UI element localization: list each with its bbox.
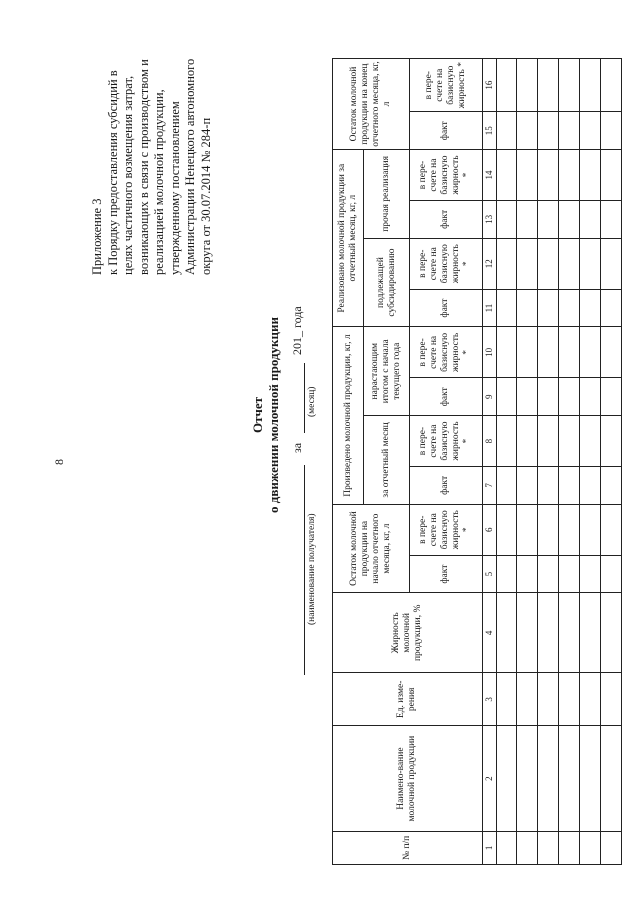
table-cell xyxy=(559,726,580,831)
col-sold-header: Реализовано молочной продукции за отчетный месяц, кг, л xyxy=(333,150,364,327)
year-label: 201_ года xyxy=(290,306,304,355)
fact-header: факт xyxy=(409,289,482,327)
table-cell xyxy=(538,593,559,673)
header-row-1 xyxy=(333,59,364,865)
table-cell xyxy=(538,831,559,864)
column-number-cell: 11 xyxy=(482,289,496,327)
fact-header: факт xyxy=(409,112,482,150)
appendix-line: утвержденному постановлением xyxy=(167,101,182,275)
column-number-cell: 12 xyxy=(482,238,496,289)
table-cell xyxy=(580,673,601,726)
appendix-line: Приложение 3 xyxy=(90,198,104,275)
col-end-header: Остаток молочной продукции на конец отчетного месяца, кг, л xyxy=(333,59,410,150)
table-cell xyxy=(601,726,622,831)
table-cell xyxy=(517,593,538,673)
col-name-header: Наимено-вание молочной продукции xyxy=(333,726,483,831)
table-cell xyxy=(580,555,601,593)
table-cell xyxy=(601,150,622,201)
table-cell xyxy=(580,378,601,416)
col-other-header: прочая реализация xyxy=(364,150,409,239)
table-cell xyxy=(496,150,517,201)
table-row xyxy=(601,59,622,865)
table-cell xyxy=(580,238,601,289)
column-number-cell: 3 xyxy=(482,673,496,726)
col-fat-header: Жирность молочной продукции, % xyxy=(333,593,483,673)
column-number-cell: 13 xyxy=(482,201,496,239)
page-number: 8 xyxy=(52,459,66,465)
table-cell xyxy=(538,378,559,416)
column-number-cell: 15 xyxy=(482,112,496,150)
table-cell xyxy=(538,726,559,831)
column-number-cell: 4 xyxy=(482,593,496,673)
table-cell xyxy=(559,504,580,555)
recalc-header: в пере-счете на базисную жирность * xyxy=(409,327,482,378)
table-cell xyxy=(559,112,580,150)
table-cell xyxy=(538,289,559,327)
table-cell xyxy=(601,673,622,726)
table-cell xyxy=(517,555,538,593)
appendix-line: возникающих в связи с производством и xyxy=(136,59,151,275)
table-cell xyxy=(517,201,538,239)
table-row xyxy=(580,59,601,865)
fact-header: факт xyxy=(409,378,482,416)
column-number-cell: 8 xyxy=(482,416,496,467)
col-month-header: за отчетный месяц xyxy=(364,416,409,505)
table-row xyxy=(496,59,517,865)
recipient-blank-line xyxy=(290,465,305,675)
table-row xyxy=(559,59,580,865)
table-cell xyxy=(559,378,580,416)
table-cell xyxy=(517,150,538,201)
table-cell xyxy=(538,504,559,555)
table-cell xyxy=(580,327,601,378)
table-cell xyxy=(538,673,559,726)
table-cell xyxy=(496,201,517,239)
column-number-cell: 14 xyxy=(482,150,496,201)
table-cell xyxy=(517,378,538,416)
table-cell xyxy=(601,289,622,327)
table-cell xyxy=(601,238,622,289)
table-cell xyxy=(538,238,559,289)
fact-header: факт xyxy=(409,555,482,593)
table-cell xyxy=(580,59,601,112)
table-cell xyxy=(496,378,517,416)
table-cell xyxy=(601,593,622,673)
table-cell xyxy=(601,416,622,467)
col-produced-header: Произведено молочной продукции, кг, л xyxy=(333,327,364,504)
table-cell xyxy=(538,416,559,467)
table-cell xyxy=(517,467,538,505)
col-unit-header: Ед. изме-рения xyxy=(333,673,483,726)
table-cell xyxy=(496,593,517,673)
table-row xyxy=(517,59,538,865)
table-cell xyxy=(559,238,580,289)
table-cell xyxy=(559,201,580,239)
report-title-line: Отчет xyxy=(250,397,265,433)
report-table xyxy=(332,58,622,865)
table-cell xyxy=(580,593,601,673)
table-cell xyxy=(496,555,517,593)
table-cell xyxy=(538,59,559,112)
appendix-line: округа от 30.07.2014 № 284-п xyxy=(198,117,213,275)
table-cell xyxy=(538,467,559,505)
month-blank-line xyxy=(290,363,305,433)
table-cell xyxy=(580,112,601,150)
table-cell xyxy=(580,289,601,327)
table-cell xyxy=(496,112,517,150)
table-cell xyxy=(601,112,622,150)
table-cell xyxy=(559,593,580,673)
table-cell xyxy=(580,416,601,467)
table-cell xyxy=(559,831,580,864)
table-cell xyxy=(538,327,559,378)
column-number-cell: 9 xyxy=(482,378,496,416)
report-subtitle-line: о движении молочной продукции xyxy=(266,317,281,513)
table-cell xyxy=(601,831,622,864)
table-cell xyxy=(538,112,559,150)
table-cell xyxy=(580,726,601,831)
table-cell xyxy=(517,289,538,327)
table-cell xyxy=(601,378,622,416)
table-cell xyxy=(517,831,538,864)
table-cell xyxy=(496,673,517,726)
table-cell xyxy=(559,59,580,112)
recipient-hint: (наименование получателя) xyxy=(307,513,317,625)
column-number-cell: 16 xyxy=(482,59,496,112)
appendix-note xyxy=(90,35,214,275)
report-header-blanks xyxy=(290,275,320,675)
fact-header: факт xyxy=(409,201,482,239)
table-cell xyxy=(496,504,517,555)
table-cell xyxy=(517,327,538,378)
column-number-cell: 2 xyxy=(482,726,496,831)
table-cell xyxy=(559,467,580,505)
period-label: за xyxy=(290,442,304,453)
report-title xyxy=(250,225,282,605)
table-cell xyxy=(517,112,538,150)
column-number-cell: 5 xyxy=(482,555,496,593)
table-cell xyxy=(580,504,601,555)
table-cell xyxy=(517,238,538,289)
table-cell xyxy=(580,831,601,864)
recalc-header: в пере-счете на базисную жирность * xyxy=(409,150,482,201)
appendix-line: реализацией молочной продукции, xyxy=(152,89,166,275)
table-cell xyxy=(517,673,538,726)
table-cell xyxy=(496,831,517,864)
recalc-header: в пере-счете на базисную жирность * xyxy=(409,504,482,555)
table-cell xyxy=(496,238,517,289)
table-cell xyxy=(559,289,580,327)
table-row xyxy=(538,59,559,865)
table-cell xyxy=(517,59,538,112)
table-cell xyxy=(496,327,517,378)
column-number-cell: 10 xyxy=(482,327,496,378)
recalc-header: в пере-счете на базисную жирность * xyxy=(409,59,482,112)
table-cell xyxy=(601,59,622,112)
appendix-line: целях частичного возмещения затрат, xyxy=(121,75,135,275)
col-num-header: № п/п xyxy=(333,831,483,864)
table-cell xyxy=(601,201,622,239)
col-ytd-header: нарастающим итогом с начала текущего года xyxy=(364,327,409,416)
column-number-cell: 1 xyxy=(482,831,496,864)
column-number-cell: 7 xyxy=(482,467,496,505)
appendix-line: к Порядку предоставления субсидий в xyxy=(105,70,120,275)
table-cell xyxy=(559,673,580,726)
table-cell xyxy=(559,327,580,378)
table-cell xyxy=(559,416,580,467)
table-cell xyxy=(580,467,601,505)
table-cell xyxy=(496,416,517,467)
recalc-header: в пере-счете на базисную жирность * xyxy=(409,416,482,467)
month-hint: (месяц) xyxy=(307,386,317,417)
table-cell xyxy=(496,289,517,327)
column-number-cell: 6 xyxy=(482,504,496,555)
table-cell xyxy=(538,201,559,239)
table-cell xyxy=(496,59,517,112)
recalc-header: в пере-счете на базисную жирность * xyxy=(409,238,482,289)
table-cell xyxy=(496,467,517,505)
table-cell xyxy=(538,150,559,201)
col-subsidy-header: подлежащей субсидированию xyxy=(364,238,409,327)
table-cell xyxy=(496,726,517,831)
table-cell xyxy=(601,555,622,593)
fact-header: факт xyxy=(409,467,482,505)
table-cell xyxy=(601,504,622,555)
col-start-header: Остаток молочной продукции на начало отчетного месяца, кг, л xyxy=(333,504,410,593)
table-cell xyxy=(517,504,538,555)
table-cell xyxy=(559,150,580,201)
table-cell xyxy=(580,201,601,239)
table-cell xyxy=(601,327,622,378)
table-cell xyxy=(559,555,580,593)
table-cell xyxy=(601,467,622,505)
table-body xyxy=(496,59,621,865)
table-cell xyxy=(517,416,538,467)
table-cell xyxy=(517,726,538,831)
table-cell xyxy=(538,555,559,593)
appendix-line: Администрации Ненецкого автономного xyxy=(183,58,197,275)
table-cell xyxy=(580,150,601,201)
column-number-row xyxy=(482,59,496,865)
